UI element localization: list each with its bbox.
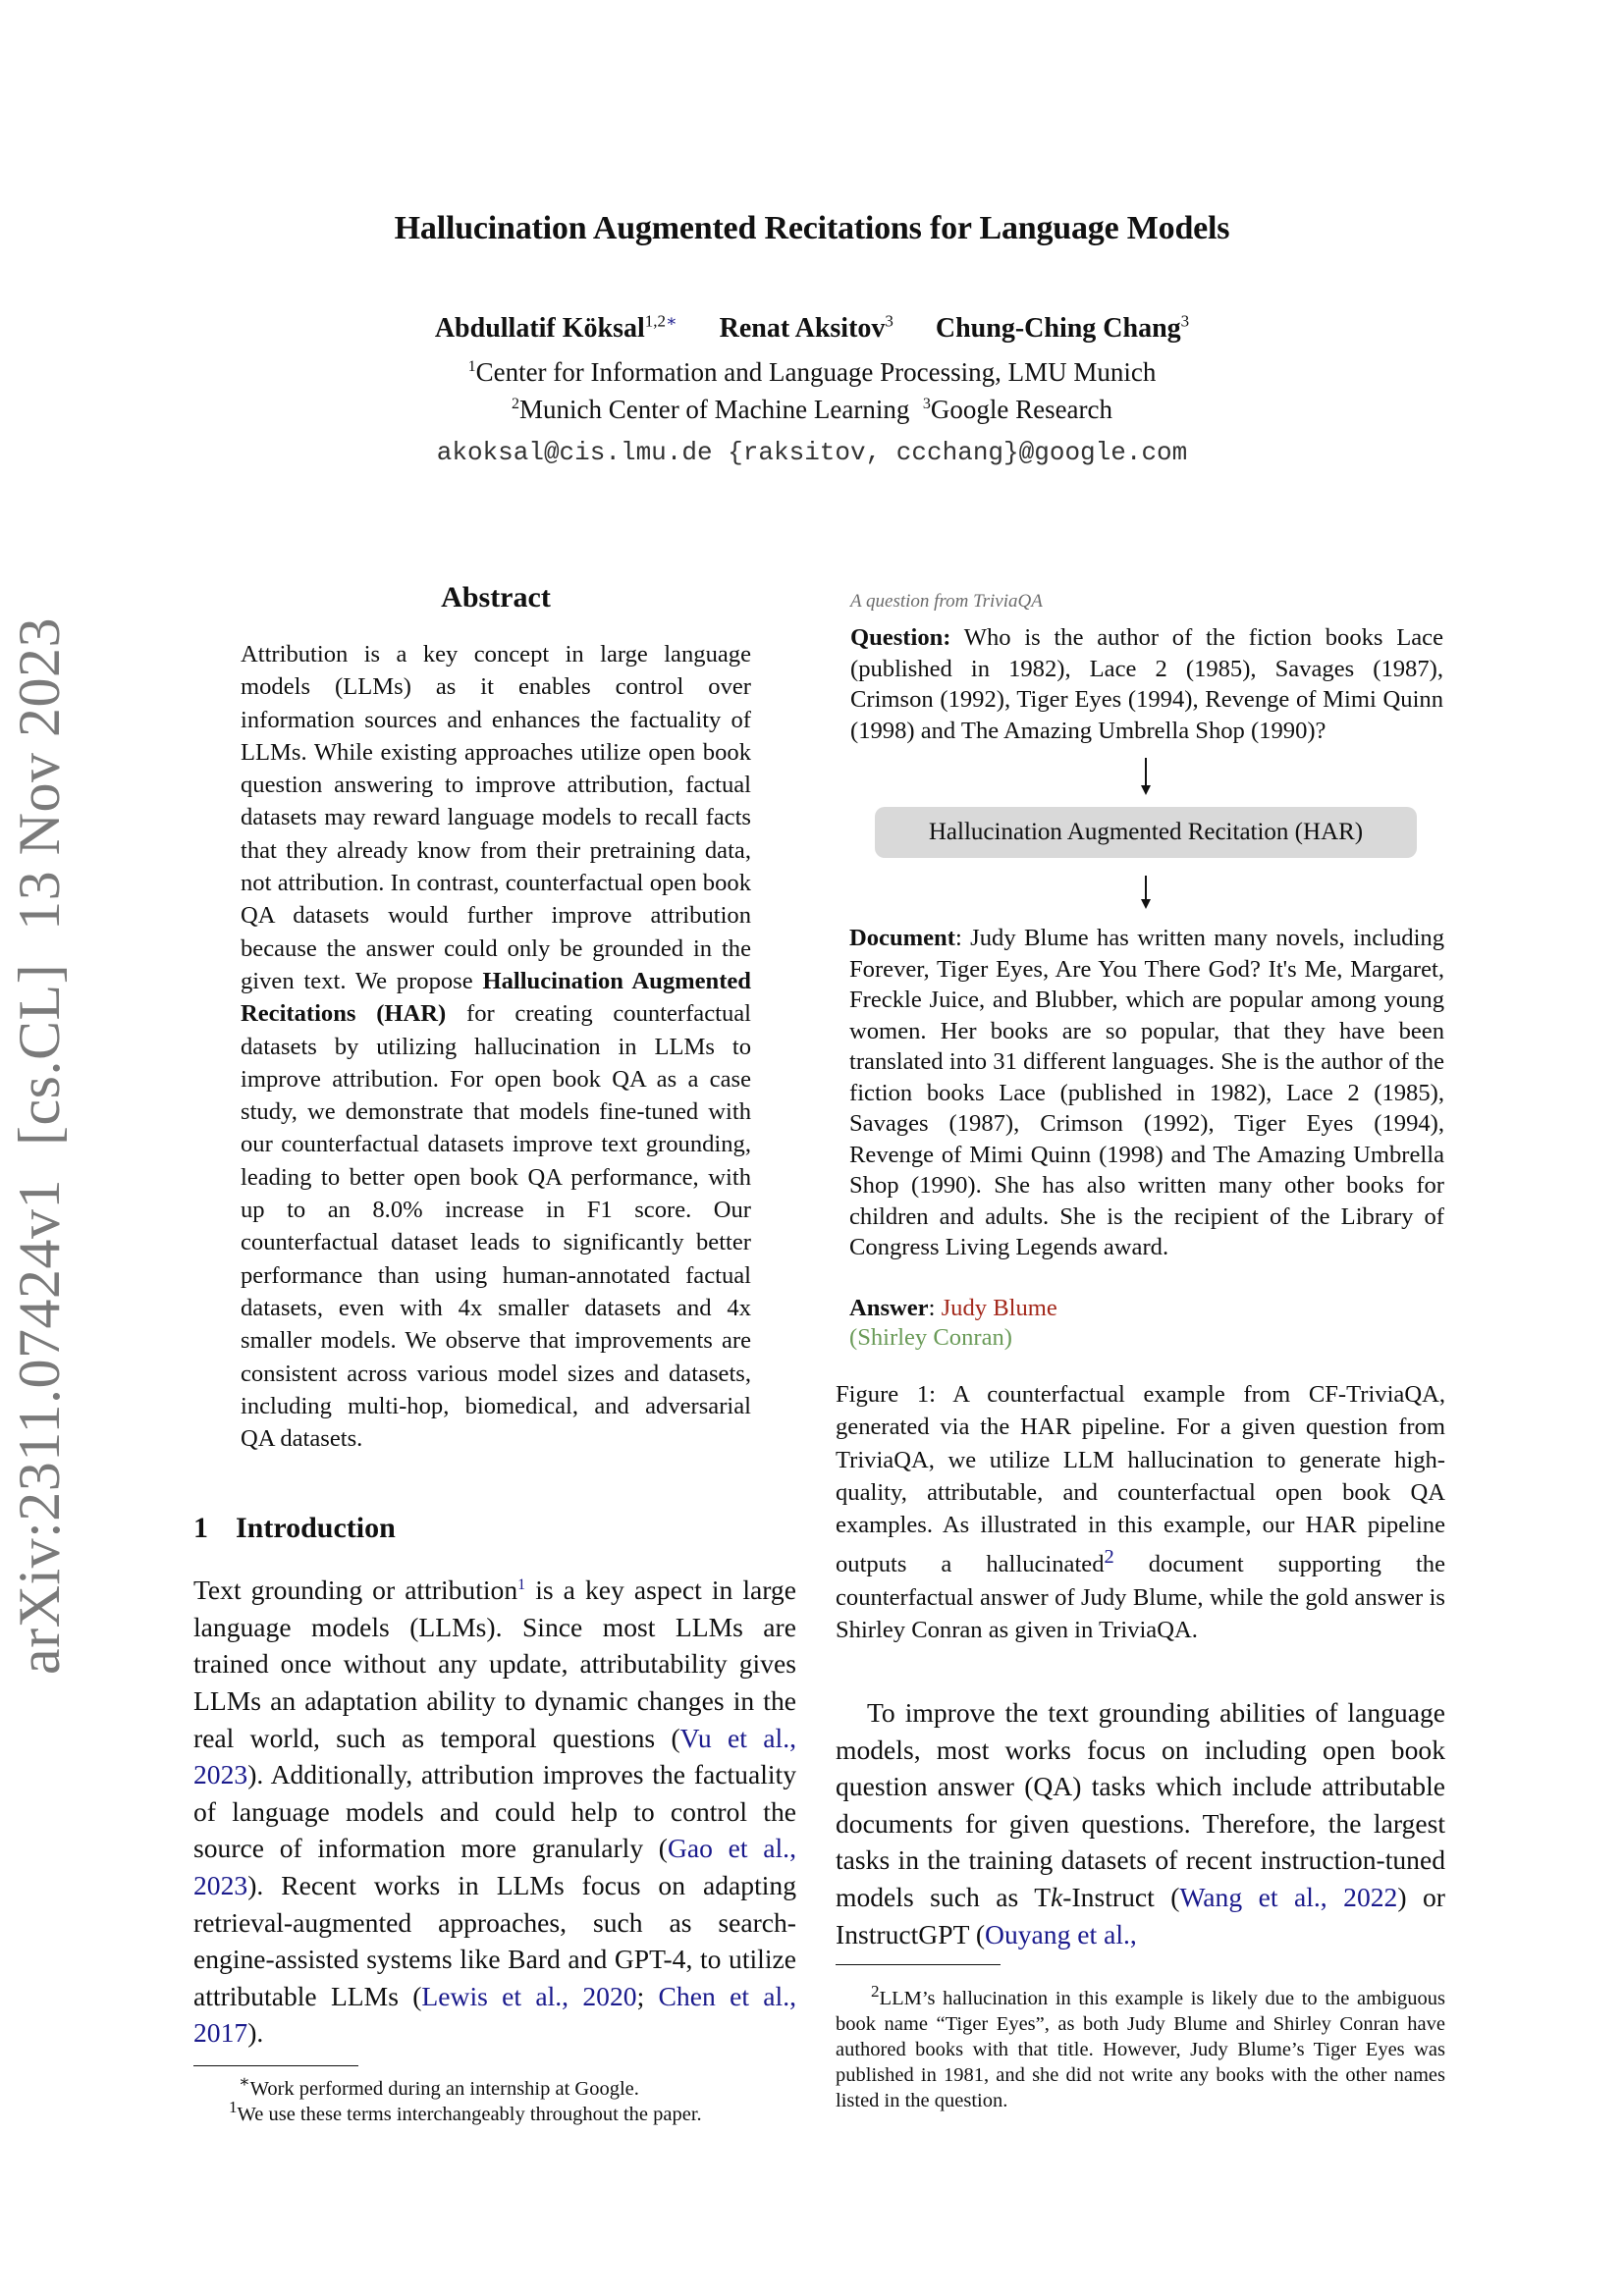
author-emails: akoksal@cis.lmu.de {raksitov, ccchang}@google.com [436,438,1188,467]
section-heading-introduction [193,1512,396,1545]
document-label: Document [849,925,955,951]
citation-link[interactable]: Chen et al., 2017 [193,1980,796,2049]
har-box-label: Hallucination Augmented Recitation (HAR) [928,819,1364,845]
author-affil-sup: 3 [885,312,893,331]
answer-label: Answer [849,1295,929,1321]
figure-caption [836,1378,1445,1647]
affil-number: 1,2 [644,312,667,331]
author-list [0,312,1624,345]
section-title: Introduction [236,1512,396,1544]
footnote-2 [836,1979,1445,2113]
body-text: -Instruct ( [1062,1881,1180,1912]
citation-link[interactable]: Ouyang et al., [985,1918,1137,1949]
arxiv-category: [cs.CL] [6,963,72,1146]
caption-text: Figure 1: A counterfactual example from CF-TriviaQA, generated via the HAR pipeline. For a given question from TriviaQA, we utilize LLM hallucination to generate high-quality, attributable, and counterfactual open book QA examples. As illustrated in this example, our HAR pipeline outputs a hallucinated [836,1381,1445,1578]
arrowhead-icon [1141,785,1151,795]
affiliation-text: Google Research [930,395,1113,424]
body-text: ). [247,2017,264,2049]
footnote-mark: 1 [229,2098,238,2116]
arxiv-stamp [0,616,79,1681]
footnote-rule [193,2065,358,2066]
body-text: is a key aspect in large language models (LLMs). Since most LLMs are trained once without any update, attributability gives LLMs an adaptation ability to dynamic changes in the real world, such as temporal questions ( [193,1575,796,1753]
arrowhead-icon [1141,899,1151,909]
counterfactual-answer: Judy Blume [941,1295,1057,1321]
body-text: Text grounding or attribution [193,1575,518,1606]
affiliation-text: Munich Center of Machine Learning [518,395,910,424]
arrow-down-icon [1145,876,1147,901]
abstract-body [241,638,751,1455]
body-text: ; [636,1980,659,2011]
abstract-text: Attribution is a key concept in large language models (LLMs) as it enables control over information sources and enhances the factuality of LLMs. While existing approaches utilize open book question answering to improve attribution, factual datasets may reward language models to recall facts that they already know from their pretraining data, not attribution. In contrast, counterfactual open book QA datasets would further improve attribution because the answer could only be grounded in the given text. We propose [241,641,751,994]
affil-sup: 2 [511,396,519,412]
arrow-down-icon [1145,758,1147,787]
caption-text: document supporting the counterfactual answer of Judy Blume, while the gold answer is Shirley Conran as given in TriviaQA. [836,1551,1445,1644]
paper-title: Hallucination Augmented Recitations for Language Models [394,210,1230,246]
answer-separator: : [928,1295,942,1321]
gold-answer: (Shirley Conran) [849,1324,1012,1351]
footnote-rule [836,1964,1001,1965]
document-text: : Judy Blume has written many novels, including Forever, Tiger Eyes, Are You There God? It's Me, Margaret, Freckle Juice, and Blubber, which are popular among young women. Her books are so popular, that they have been translated into 31 different languages. She is the author of the fiction books Lace (published in 1982), Lace 2 (1985), Savages (1987), Crimson (1992), Tiger Eyes (1994), Revenge of Mimi Quinn (1998) and The Amazing Umbrella Shop (1990). She has also written many other books for children and adults. She is the recipient of the Library of Congress Living Legends award. [849,925,1444,1260]
body-text: To improve the text grounding abilities of language models, most works focus on including open book question answer (QA) tasks which include attributable documents for given questions. Therefore, the largest tasks in the training datasets of recent instruction-tuned models such as T [836,1697,1445,1912]
figure-answer [849,1293,1057,1324]
citation-link[interactable]: Wang et al., 2022 [1179,1881,1398,1912]
figure-question [850,622,1443,746]
footnote-1 [193,2095,802,2127]
abstract-heading: Abstract [441,581,551,614]
footnote-link[interactable]: 1 [517,1576,526,1593]
author-3 [936,313,1189,344]
citation-link[interactable]: Gao et al., 2023 [193,1833,796,1900]
body-text-italic: k [1051,1881,1063,1912]
citation-link[interactable]: Vu et al., 2023 [193,1722,796,1790]
question-label: Question: [850,624,951,651]
figure-source-label: A question from TriviaQA [850,591,1043,612]
author-name: Chung-Ching Chang [935,313,1181,345]
body-text: ). Additionally, attribution improves the factuality of language models and could help to control the source of information more granularly ( [193,1759,796,1864]
affil-sup: 3 [922,396,931,412]
arxiv-id[interactable]: arXiv:2311.07424v1 [6,1178,72,1675]
introduction-paragraph-2 [836,1694,1445,1952]
question-text: Who is the author of the fiction books Lace (published in 1982), Lace 2 (1985), Savages (1987), Crimson (1992), Tiger Eyes (1994), Revenge of Mimi Quinn (1998) and The Amazing Umbrella Shop (1990)? [850,624,1443,744]
har-pipeline-box [875,807,1417,858]
author-2 [720,313,893,344]
footnote-text: We use these terms interchangeably throughout the paper. [237,2103,702,2125]
abstract-text: for creating counterfactual datasets by utilizing hallucination in LLMs to improve attribution. For open book QA as a case study, we demonstrate that models fine-tuned with our counterfactual datasets improve text grounding, leading to better open book QA performance, with up to an 8.0% increase in F1 score. Our counterfactual dataset leads to significantly better performance than using human-annotated factual datasets, even with 4x smaller datasets and 4x smaller models. We observe that improvements are consistent across various model sizes and datasets, including multi-hop, biomedical, and adversarial QA datasets. [241,1000,751,1453]
author-affil-sup: 3 [1180,312,1190,331]
footnote-text: Work performed during an internship at Google. [249,2077,639,2100]
affiliation-text: Center for Information and Language Processing, LMU Munich [475,357,1157,387]
footnote-mark: ∗ [239,2072,250,2091]
footnote-text: LLM’s hallucination in this example is likely due to the ambiguous book name “Tiger Eyes”, as both Judy Blume and Shirley Conran have authored books with that title. However, Judy Blume’s Tiger Eyes was published in 1981, and she did not write any books with the other names listed in the question. [836,1987,1445,2111]
footnote-link[interactable]: 2 [1104,1546,1114,1569]
author-affil-sup [645,312,677,331]
author-name: Renat Aksitov [719,313,886,345]
affil-sup: 1 [467,358,476,375]
body-text: ). Recent works in LLMs focus on adapting retrieval-augmented approaches, such as search-engine-assisted systems like Bard and GPT-4, to utilize attributable LLMs ( [193,1869,796,2011]
affiliation-line-1 [0,357,1624,388]
author-1 [435,313,677,344]
figure-document [849,923,1444,1263]
affiliation-line-2 [0,395,1624,425]
body-text: ) or InstructGPT ( [836,1881,1445,1949]
footnote-mark: 2 [871,1982,880,2001]
abstract-bold-term: Hallucination Augmented Recitations (HAR) [241,967,751,1028]
footnote-mark-link[interactable]: ∗ [666,312,677,331]
introduction-paragraph-1 [193,1567,796,2052]
citation-link[interactable]: Lewis et al., 2020 [421,1980,637,2011]
arxiv-date: 13 Nov 2023 [6,616,72,931]
author-name: Abdullatif Köksal [434,313,645,345]
section-number: 1 [193,1512,208,1544]
